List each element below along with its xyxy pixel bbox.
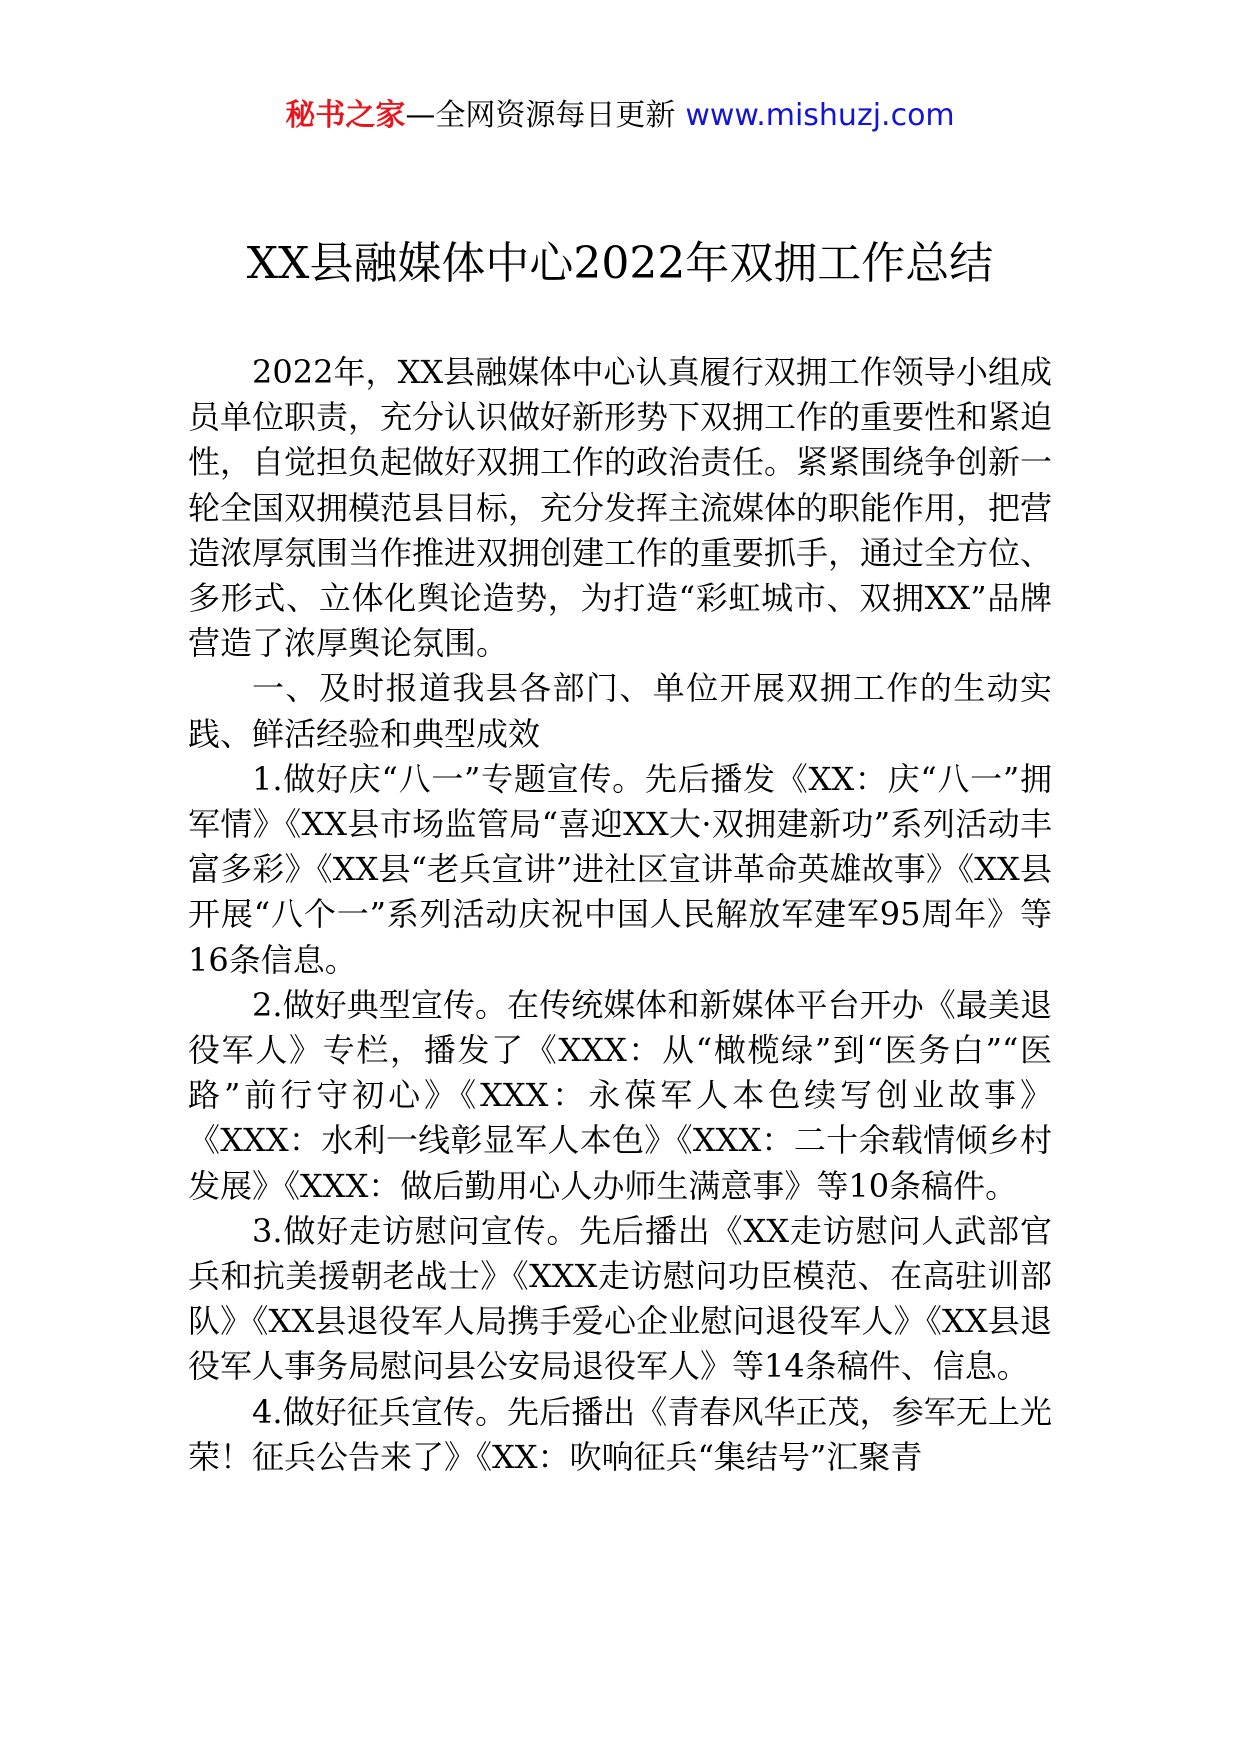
header-slogan: —全网资源每日更新 (405, 98, 676, 133)
document-body (188, 350, 1052, 1480)
paragraph-item-1: 1.做好庆“八一”专题宣传。先后播发《XX：庆“八一”拥军情》《XX县市场监管局“喜迎XX大·双拥建新功”系列活动丰富多彩》《XX县“老兵宣讲”进社区宣讲革命英雄故事》《XX县开展“八个一”系列活动庆祝中国人民解放军建军95周年》等16条信息。 (188, 759, 1052, 979)
site-url-link[interactable]: www.mishuzj.com (685, 98, 955, 133)
section-heading-1: 一、及时报道我县各部门、单位开展双拥工作的生动实践、鲜活经验和典型成效 (188, 669, 1052, 753)
paragraph-item-3: 3.做好走访慰问宣传。先后播出《XX走访慰问人武部官兵和抗美援朝老战士》《XXX走访慰问功臣模范、在高驻训部队》《XX县退役军人局携手爱心企业慰问退役军人》《XX县退役军人事务局慰问县公安局退役军人》等14条稿件、信息。 (188, 1211, 1052, 1386)
paragraph-item-4: 4.做好征兵宣传。先后播出《青春风华正茂，参军无上光荣！征兵公告来了》《XX：吹响征兵“集结号”汇聚青 (188, 1392, 1052, 1476)
site-header (0, 96, 1240, 136)
paragraph-intro: 2022年，XX县融媒体中心认真履行双拥工作领导小组成员单位职责，充分认识做好新形势下双拥工作的重要性和紧迫性，自觉担负起做好双拥工作的政治责任。紧紧围绕争创新一轮全国双拥模范县目标，充分发挥主流媒体的职能作用，把营造浓厚氛围当作推进双拥创建工作的重要抓手，通过全方位、多形式、立体化舆论造势，为打造“彩虹城市、双拥XX”品牌营造了浓厚舆论氛围。 (188, 353, 1053, 663)
brand-name: 秘书之家 (285, 98, 406, 133)
paragraph-item-2: 2.做好典型宣传。在传统媒体和新媒体平台开办《最美退役军人》专栏，播发了《XXX：从“橄榄绿”到“医务白”“医路”前行守初心》《XXX：永葆军人本色续写创业故事》《XXX：水利一线彰显军人本色》《XXX：二十余载情倾乡村发展》《XXX：做后勤用心人办师生满意事》等10条稿件。 (188, 985, 1052, 1205)
document-title: XX县融媒体中心2022年双拥工作总结 (246, 238, 994, 289)
